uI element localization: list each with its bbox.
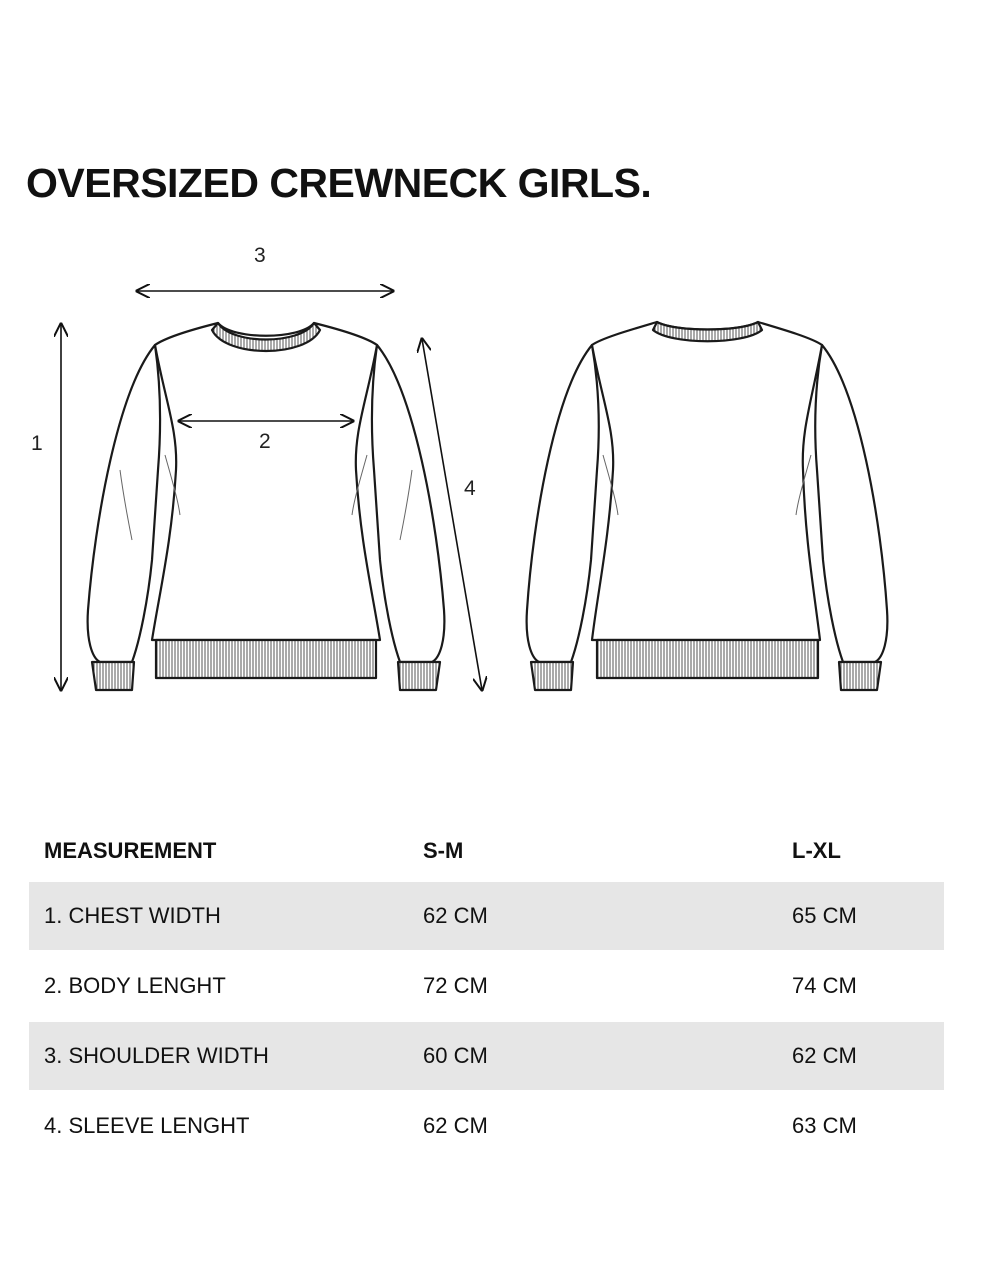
sweater-diagram	[0, 230, 983, 710]
table-row	[29, 882, 944, 950]
row-label: 3. SHOULDER WIDTH	[44, 1043, 269, 1068]
row-value-l-xl: 65 CM	[792, 903, 857, 928]
row-label: 4. SLEEVE LENGHT	[44, 1113, 250, 1138]
row-value-s-m: 62 CM	[423, 1113, 488, 1138]
row-label: 2. BODY LENGHT	[44, 973, 226, 998]
table-row	[29, 950, 944, 1022]
measure-label-2: 2	[259, 430, 271, 453]
table-header	[29, 820, 944, 882]
size-table	[29, 820, 944, 1162]
back-sweater-drawing	[527, 322, 888, 690]
row-value-l-xl: 62 CM	[792, 1043, 857, 1068]
row-value-l-xl: 63 CM	[792, 1113, 857, 1138]
header-measurement: MEASUREMENT	[44, 838, 217, 863]
measure-label-3: 3	[254, 244, 266, 267]
header-size-s-m: S-M	[423, 838, 464, 863]
row-value-s-m: 60 CM	[423, 1043, 488, 1068]
header-size-l-xl: L-XL	[792, 838, 841, 863]
page-title: OVERSIZED CREWNECK GIRLS.	[26, 160, 652, 206]
measure-label-1: 1	[31, 432, 43, 455]
front-sweater-drawing	[88, 323, 445, 690]
row-value-s-m: 62 CM	[423, 903, 488, 928]
table-row	[29, 1022, 944, 1090]
table-row	[29, 1090, 944, 1162]
row-label: 1. CHEST WIDTH	[44, 903, 221, 928]
measure-label-4: 4	[464, 477, 476, 500]
row-value-l-xl: 74 CM	[792, 973, 857, 998]
row-value-s-m: 72 CM	[423, 973, 488, 998]
